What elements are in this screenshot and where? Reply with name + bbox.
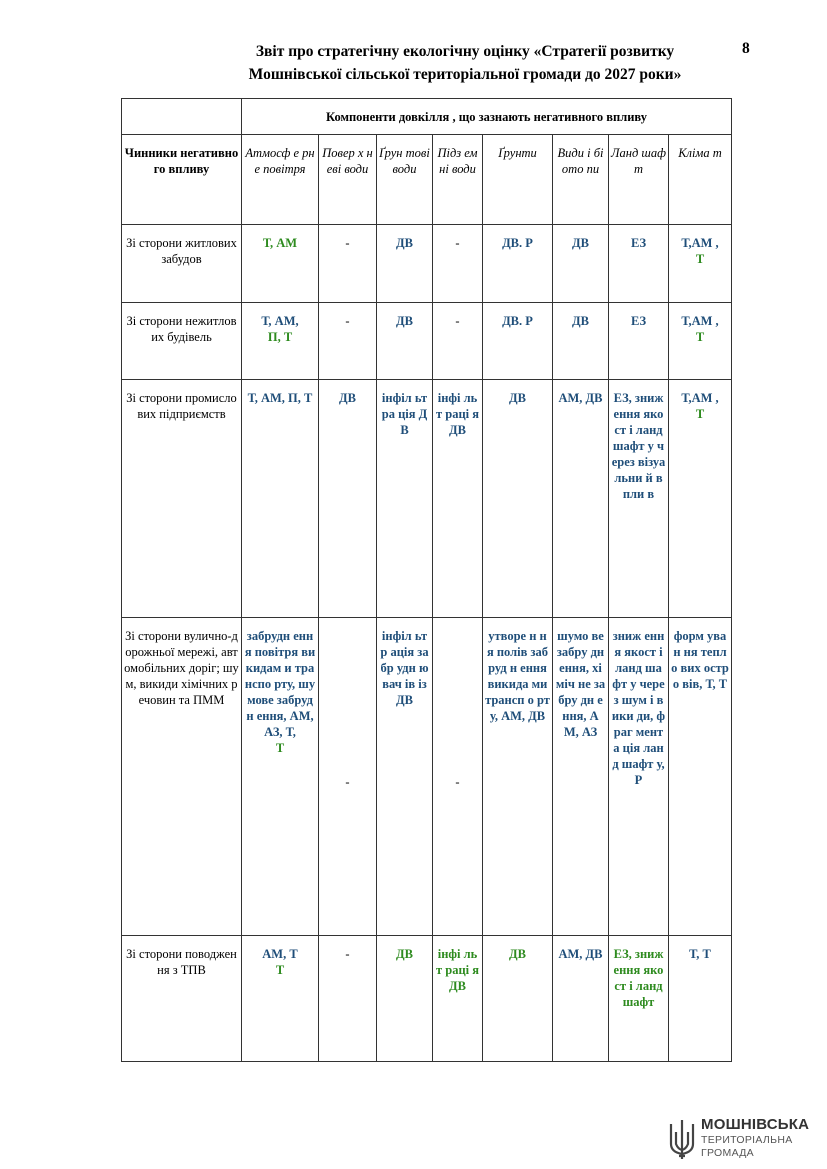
impact-value: утворе н ня полів забруд н ення викида ми трансп о рту, АМ, ДВ — [485, 629, 550, 723]
impact-cell — [433, 303, 483, 380]
impact-cell — [669, 225, 732, 303]
header-title-line2: Мошнівської сільської територіальної громади до 2027 роки» — [248, 66, 682, 83]
impact-cell — [483, 380, 553, 618]
impact-cell — [553, 936, 609, 1062]
impact-value-extra: Т — [275, 963, 285, 977]
impact-cell — [669, 303, 732, 380]
impact-cell — [242, 380, 319, 618]
document-header — [200, 40, 730, 86]
impact-value: ЕЗ, зниж ення якост і ланд шафт у через візуа льни й впли в — [611, 391, 666, 501]
column-header-row — [122, 135, 732, 225]
impact-value: ДВ — [396, 947, 413, 961]
factor-cell: Зі сторони промислових підприємств — [122, 380, 242, 618]
impact-cell — [609, 225, 669, 303]
impact-value: ДВ — [509, 391, 526, 405]
impact-value-extra: Т — [275, 741, 285, 755]
impact-cell — [433, 618, 483, 936]
impact-value-extra: Т — [695, 407, 705, 421]
table-row — [122, 225, 732, 303]
factor-cell: Зі сторони нежитлових будівель — [122, 303, 242, 380]
impact-cell — [242, 225, 319, 303]
impact-cell — [377, 225, 433, 303]
impact-value: ЕЗ — [630, 236, 647, 250]
impact-value: ДВ — [396, 314, 413, 328]
impact-cell — [609, 380, 669, 618]
community-logo — [667, 1114, 817, 1162]
trident-icon — [667, 1118, 697, 1160]
column-header: Види і біото пи — [553, 135, 609, 225]
impact-cell — [242, 303, 319, 380]
impact-value: Т,АМ , — [681, 314, 719, 328]
factors-header: Чинники негативного впливу — [122, 135, 242, 225]
impact-value: ДВ — [572, 314, 589, 328]
impact-cell — [433, 225, 483, 303]
impact-value: ДВ. Р — [502, 314, 533, 328]
impact-value: інфіл ьтр ація забр удн ювач ів із ДВ — [380, 629, 429, 707]
column-header: Повер х неві води — [319, 135, 377, 225]
impact-value: ЕЗ, зниж ення якост і ланд шафт — [613, 947, 664, 1009]
factor-cell: Зі сторони поводження з ТПВ — [122, 936, 242, 1062]
impact-cell — [553, 380, 609, 618]
impact-cell — [377, 380, 433, 618]
impact-value: - — [345, 236, 350, 250]
impact-value: АМ, ДВ — [558, 391, 603, 405]
impact-value: ДВ — [509, 947, 526, 961]
impact-cell — [319, 618, 377, 936]
impact-cell — [609, 936, 669, 1062]
impact-value: - — [345, 314, 350, 328]
impact-cell — [319, 936, 377, 1062]
impact-cell — [609, 618, 669, 936]
impact-value: ДВ. Р — [502, 236, 533, 250]
empty-corner-cell — [122, 99, 242, 135]
impact-cell — [377, 618, 433, 936]
impact-value: Т,АМ , — [681, 391, 719, 405]
impact-value: ДВ — [339, 391, 356, 405]
impact-cell — [669, 618, 732, 936]
impact-value: АМ, ДВ — [558, 947, 603, 961]
impact-value: - — [455, 314, 460, 328]
impact-cell — [377, 936, 433, 1062]
impact-value: шумо ве забру дн ення, хіміч не забру дн ення, АМ, АЗ — [555, 629, 606, 739]
column-header: Підз емні води — [433, 135, 483, 225]
impact-cell — [553, 618, 609, 936]
impact-cell — [319, 380, 377, 618]
impact-value: Т, АМ, П, Т — [247, 391, 313, 405]
impact-cell — [669, 380, 732, 618]
impact-value: Т, АМ — [262, 236, 298, 250]
components-header: Компоненти довкілля , що зазнають негативного впливу — [242, 99, 732, 135]
impact-cell — [242, 936, 319, 1062]
column-header: Ланд шаф т — [609, 135, 669, 225]
impact-value: - — [455, 774, 460, 789]
factor-cell: Зі сторони житлових забудов — [122, 225, 242, 303]
table-row — [122, 936, 732, 1062]
impact-value: ДВ — [396, 236, 413, 250]
impact-value: ДВ — [572, 236, 589, 250]
impact-cell — [669, 936, 732, 1062]
impact-value: - — [455, 236, 460, 250]
impact-cell — [483, 936, 553, 1062]
impact-value: інфі льт раці я ДВ — [435, 391, 480, 437]
column-header: Кліма т — [669, 135, 732, 225]
table-row — [122, 380, 732, 618]
impact-value: - — [345, 947, 350, 961]
impact-value: АМ, Т — [262, 947, 298, 961]
table-row — [122, 618, 732, 936]
impact-cell — [483, 618, 553, 936]
impact-cell — [319, 303, 377, 380]
impact-value: інфі льт раці я ДВ — [435, 947, 480, 993]
impact-value: інфіл ьтра ція ДВ — [381, 391, 428, 437]
column-header: Атмосф е рне повітря — [242, 135, 319, 225]
factor-cell: Зі сторони вулично-дорожньої мережі, автомобільних доріг; шум, викиди хімічних речовин та ПММ — [122, 618, 242, 936]
impact-value: форм уван ня тепло вих остро вів, Т, Т — [671, 629, 729, 691]
impact-cell — [319, 225, 377, 303]
logo-line3: ГРОМАДА — [701, 1147, 754, 1159]
impact-value-extra: Т — [695, 252, 705, 266]
logo-line2: ТЕРИТОРІАЛЬНА — [701, 1134, 793, 1146]
impact-value: ЕЗ — [630, 314, 647, 328]
impact-value: зниж ення якост і ланд шафт у через шум і вики ди, фраг мент а ція ланд шафт у, Р — [611, 629, 666, 787]
impact-table — [121, 98, 732, 1062]
impact-value: - — [345, 774, 350, 789]
impact-cell — [242, 618, 319, 936]
column-header: Ґрунти — [483, 135, 553, 225]
impact-cell — [483, 303, 553, 380]
impact-value: забрудн ення повітря викидам и транспо рту, шумове забрудн ення, АМ, АЗ, Т, — [244, 629, 316, 739]
logo-title: МОШНІВСЬКА — [701, 1116, 810, 1133]
impact-cell — [433, 380, 483, 618]
column-header: Ґрун тові води — [377, 135, 433, 225]
impact-value: Т, Т — [689, 947, 711, 961]
impact-cell — [609, 303, 669, 380]
impact-cell — [433, 936, 483, 1062]
page-number: 8 — [742, 40, 750, 57]
table-row — [122, 303, 732, 380]
impact-value-extra: П, Т — [267, 330, 293, 344]
impact-value: Т,АМ , — [681, 236, 719, 250]
impact-cell — [377, 303, 433, 380]
impact-value-extra: Т — [695, 330, 705, 344]
impact-cell — [553, 303, 609, 380]
impact-value: Т, АМ, — [261, 314, 299, 328]
impact-cell — [483, 225, 553, 303]
impact-cell — [553, 225, 609, 303]
header-title-line1: Звіт про стратегічну екологічну оцінку «Стратегії розвитку — [255, 43, 675, 60]
